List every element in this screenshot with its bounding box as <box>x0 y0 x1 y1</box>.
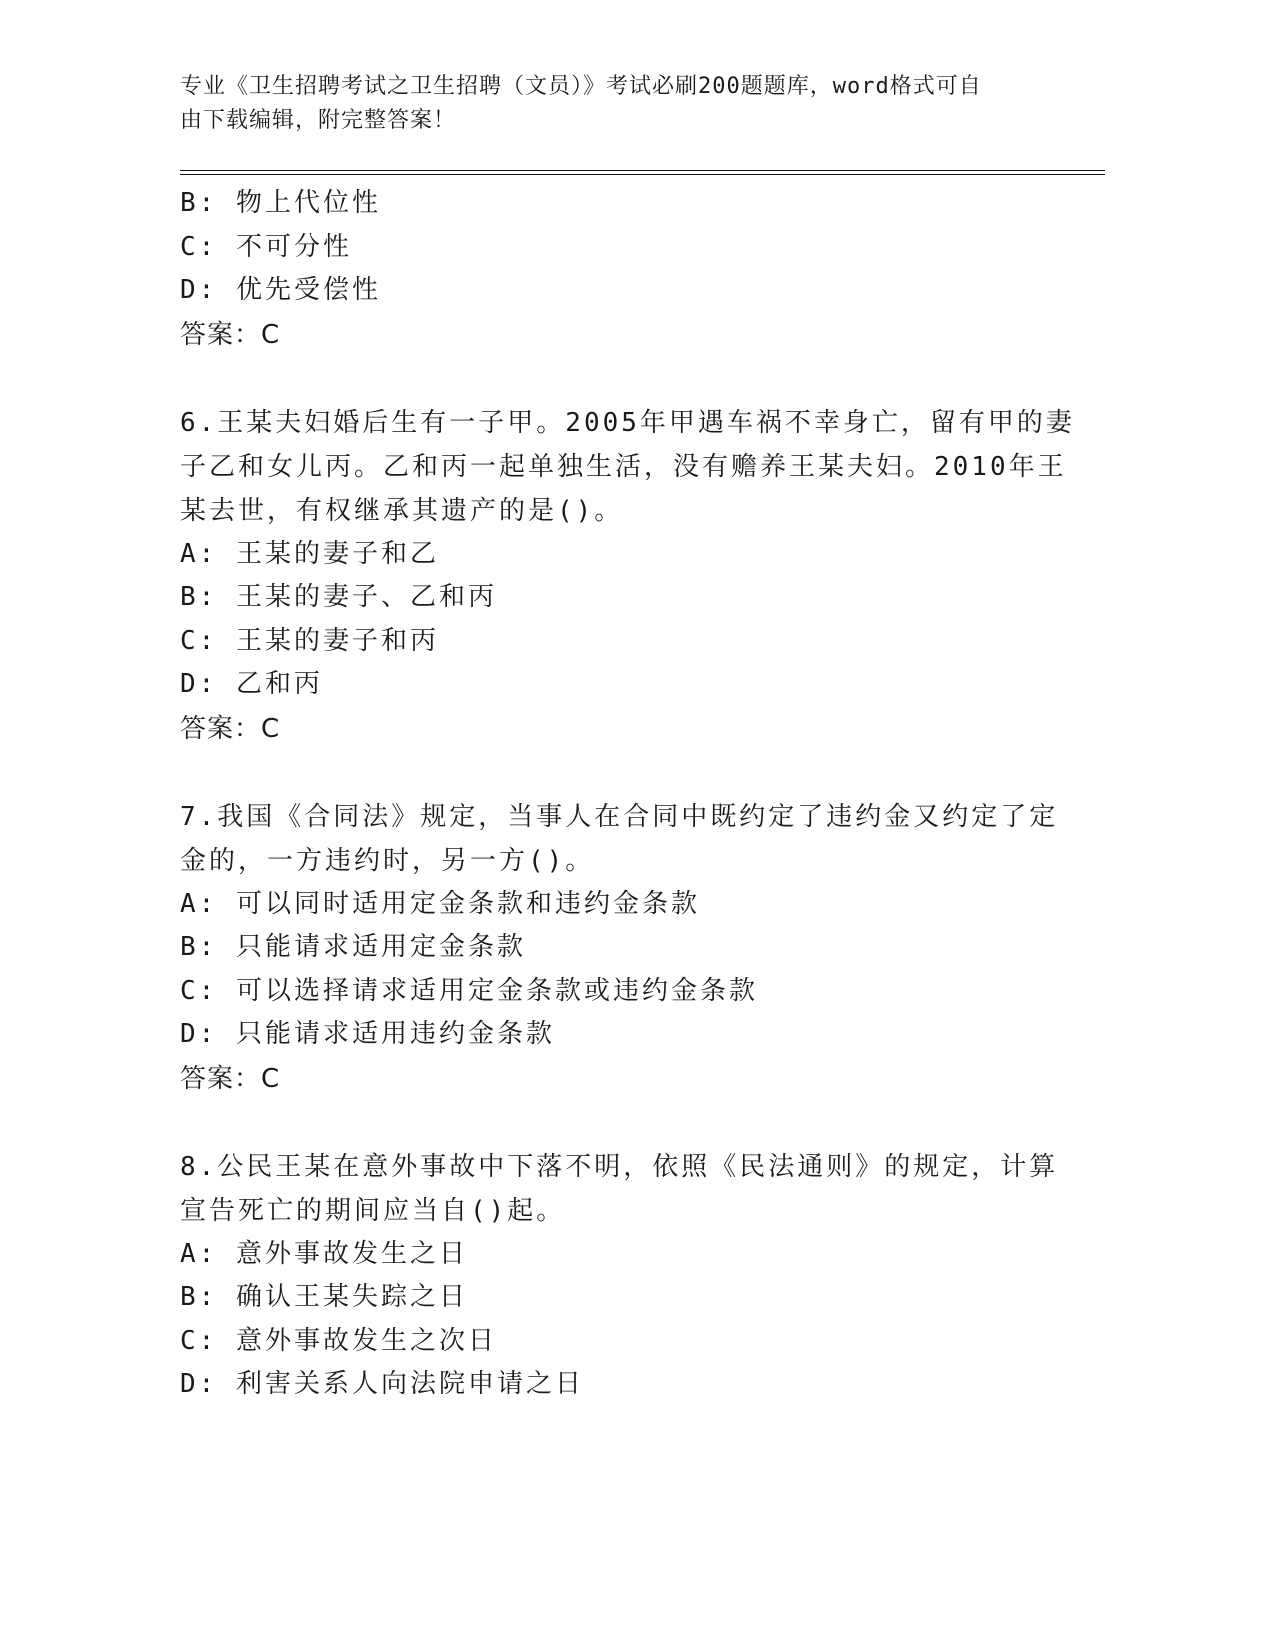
stem-line: 6.王某夫妇婚后生有一子甲。2005年甲遇车祸不幸身亡，留有甲的妻 <box>180 407 1075 438</box>
question-stem <box>180 795 1059 883</box>
option-b: B: 只能请求适用定金条款 <box>180 932 526 962</box>
option-c: C: 意外事故发生之次日 <box>180 1325 497 1356</box>
stem-line: 子乙和女儿丙。乙和丙一起单独生活，没有赡养王某夫妇。2010年王 <box>180 451 1067 482</box>
question-stem <box>180 401 1075 533</box>
answer-line: 答案：C <box>180 319 281 350</box>
header-line-2: 由下载编辑，附完整答案！ <box>180 108 457 133</box>
option-d: D: 乙和丙 <box>180 669 323 699</box>
question-list <box>180 182 1075 1407</box>
stem-line: 金的，一方违约时，另一方()。 <box>180 845 595 876</box>
option-a: A: 可以同时适用定金条款和违约金条款 <box>180 888 700 919</box>
stem-line: 宣告死亡的期间应当自()起。 <box>180 1195 566 1226</box>
question-6 <box>180 401 1075 751</box>
option-c: C: 不可分性 <box>180 231 352 262</box>
question-8 <box>180 1145 1059 1407</box>
question-5-tail <box>180 182 1050 357</box>
spacer <box>180 357 1050 401</box>
header-divider-bottom <box>180 174 1105 175</box>
stem-line: 某去世，有权继承其遗产的是()。 <box>180 495 624 526</box>
option-d: D: 利害关系人向法院申请之日 <box>180 1369 584 1399</box>
answer-line: 答案：C <box>180 1063 281 1094</box>
header-divider-top <box>180 170 1105 171</box>
option-b: B: 王某的妻子、乙和丙 <box>180 582 497 612</box>
option-d: D: 只能请求适用违约金条款 <box>180 1019 555 1049</box>
option-b: B: 确认王某失踪之日 <box>180 1282 468 1312</box>
stem-line: 7.我国《合同法》规定，当事人在合同中既约定了违约金又约定了定 <box>180 801 1059 832</box>
option-a: A: 意外事故发生之日 <box>180 1238 468 1269</box>
spacer <box>180 751 1050 795</box>
question-7 <box>180 795 1059 1101</box>
stem-line: 8.公民王某在意外事故中下落不明，依照《民法通则》的规定，计算 <box>180 1151 1059 1182</box>
option-d: D: 优先受偿性 <box>180 275 381 305</box>
header-line-1: 专业《卫生招聘考试之卫生招聘（文员）》考试必刷200题题库，word格式可自 <box>180 74 982 99</box>
document-header <box>180 70 1040 138</box>
answer-line: 答案：C <box>180 713 281 744</box>
option-c: C: 可以选择请求适用定金条款或违约金条款 <box>180 975 758 1006</box>
option-c: C: 王某的妻子和丙 <box>180 625 439 656</box>
option-b: B: 物上代位性 <box>180 188 381 218</box>
question-stem <box>180 1145 1059 1233</box>
spacer <box>180 1101 1050 1145</box>
option-a: A: 王某的妻子和乙 <box>180 538 439 569</box>
